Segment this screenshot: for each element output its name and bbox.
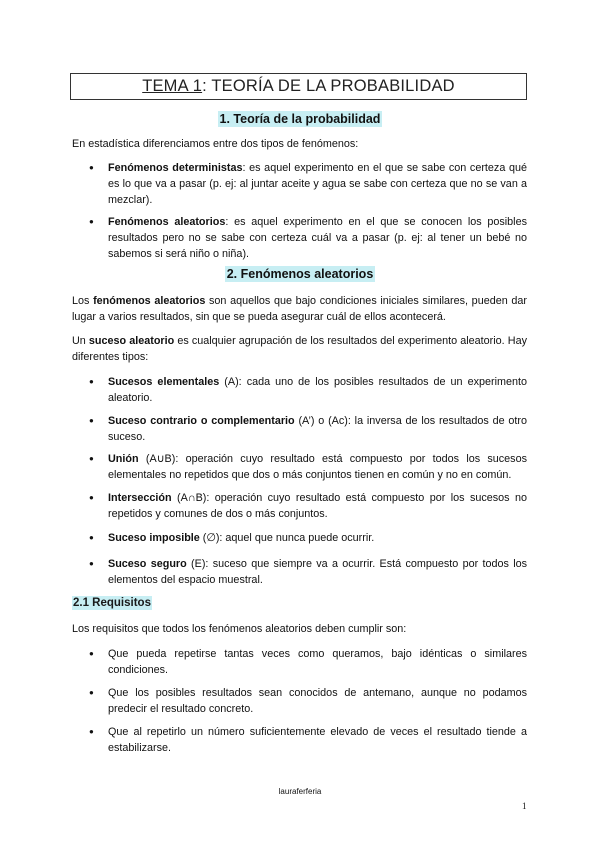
list-item: ● Sucesos elementales (A): cada uno de los posibles resultados de un experimento aleatorio. <box>108 374 527 406</box>
section-2-paragraph-2: Un suceso aleatorio es cualquier agrupación de los resultados del experimento aleatorio. Hay diferentes tipos: <box>72 335 527 363</box>
page-title <box>70 73 527 100</box>
list-item: ● Unión (A∪B): operación cuyo resultado está compuesto por todos los sucesos elementales no repetidos que dos o más conjuntos tienen en común y no en común. <box>108 451 527 483</box>
list-item: ● Suceso imposible (∅): aquel que nunca puede ocurrir. <box>108 530 527 546</box>
title-main: TEMA 1 <box>142 77 203 95</box>
list-item: ● Fenómenos aleatorios: es aquel experimento en el que se conocen los posibles resultados pero no se sabe con certeza cuál va a pasar (p. ej: al tener un bebé no sabemos si será niño o niña). <box>108 214 527 262</box>
section-2-paragraph-1: Los fenómenos aleatorios son aquellos que bajo condiciones iniciales similares, pueden dar lugar a varios resultados, sin que se pueda asegurar cuál de ellos acontecerá. <box>72 295 527 323</box>
list-item: ● Que los posibles resultados sean conocidos de antemano, aunque no podamos predecir el resultado concreto. <box>108 685 527 717</box>
footer-author: lauraferferia <box>278 787 322 796</box>
section-1-intro: En estadística diferenciamos entre dos tipos de fenómenos: <box>72 138 359 150</box>
list-item: ● Intersección (A∩B): operación cuyo resultado está compuesto por los sucesos no repetidos y comunes de dos o más conjuntos. <box>108 490 527 522</box>
page-number: 1 <box>522 801 527 811</box>
section-2-heading: 2. Fenómenos aleatorios <box>226 267 374 281</box>
list-item: ● Suceso seguro (E): suceso que siempre va a ocurrir. Está compuesto por todos los elementos del espacio muestral. <box>108 556 527 588</box>
section-2-1-heading: 2.1 Requisitos <box>73 597 151 609</box>
list-item: ● Suceso contrario o complementario (A’) o (Ac): la inversa de los resultados de otro suceso. <box>108 413 527 445</box>
list-item: ● Fenómenos deterministas: es aquel experimento en el que se sabe con certeza qué es lo que va a pasar (p. ej: al juntar aceite y agua se sabe con certeza que no se van a mezclar). <box>108 160 527 208</box>
section-1-heading: 1. Teoría de la probabilidad <box>219 112 381 126</box>
section-2-1-intro: Los requisitos que todos los fenómenos aleatorios deben cumplir son: <box>72 623 407 635</box>
title-rest: : TEORÍA DE LA PROBABILIDAD <box>202 77 455 95</box>
list-item: ● Que pueda repetirse tantas veces como queramos, bajo idénticas o similares condiciones. <box>108 646 527 678</box>
list-item: ● Que al repetirlo un número suficientemente elevado de veces el resultado tiende a estabilizarse. <box>108 724 527 756</box>
